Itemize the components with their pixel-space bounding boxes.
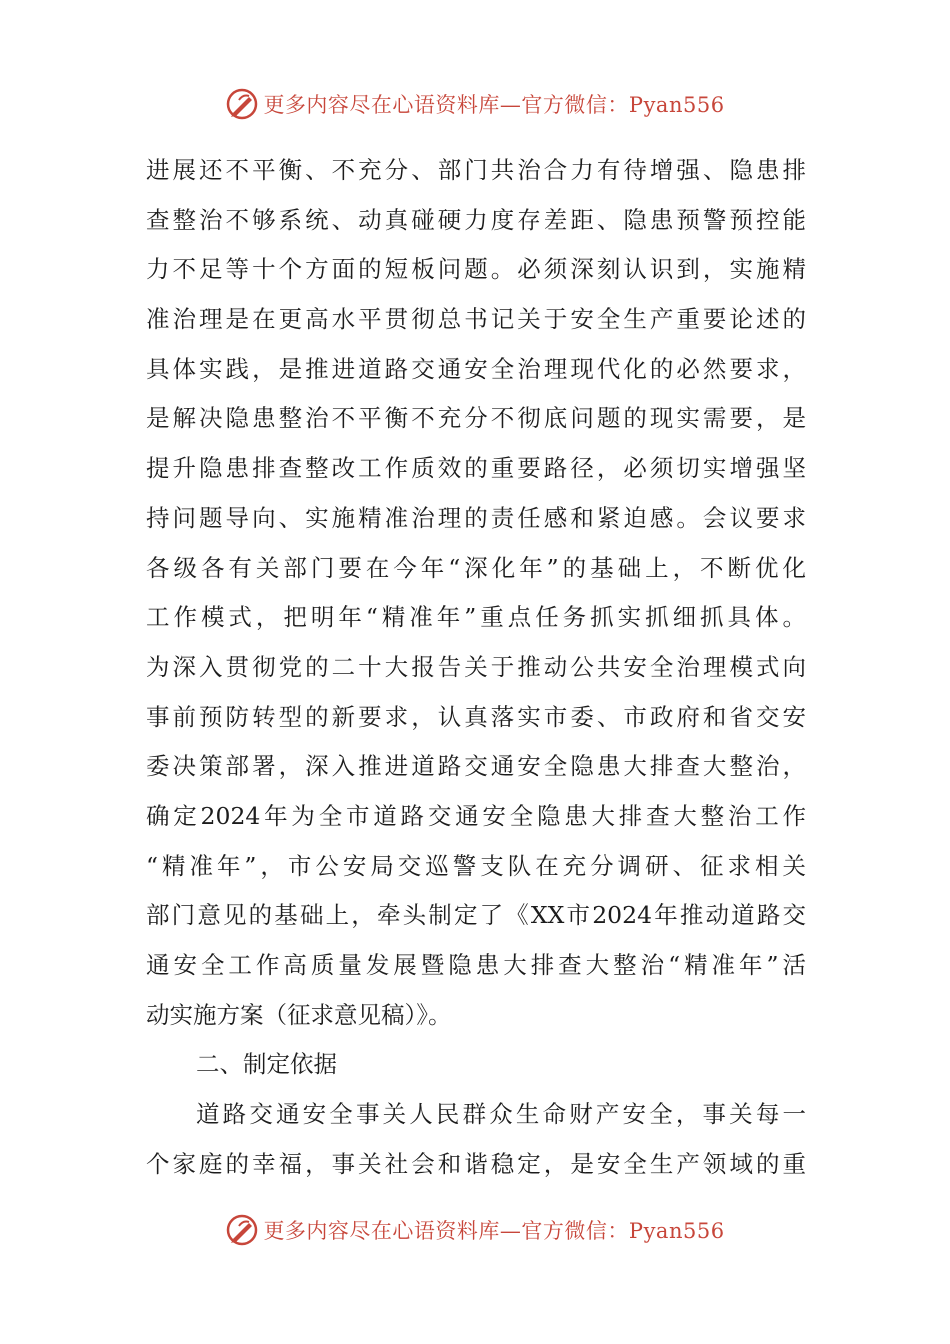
- text-line: 通安全工作高质量发展暨隐患大排查大整治“精准年”活: [146, 951, 806, 979]
- text-line: 具体实践，是推进道路交通安全治理现代化的必然要求，: [146, 354, 806, 383]
- pen-logo-icon: [225, 87, 259, 121]
- text-line: 确定2024年为全市道路交通安全隐患大排查大整治工作: [146, 801, 806, 830]
- document-body: [146, 146, 806, 1189]
- text-line: 道路交通安全事关人民群众生命财产安全，事关每一: [196, 1100, 806, 1129]
- watermark-text: 更多内容尽在心语资料库—官方微信：Pyan556: [263, 1219, 725, 1243]
- text-line: 力不足等十个方面的短板问题。必须深刻认识到，实施精: [146, 255, 806, 284]
- text-line: 工作模式，把明年“精准年”重点任务抓实抓细抓具体。: [146, 603, 806, 632]
- text-line: 查整治不够系统、动真碰硬力度存差距、隐患预警预控能: [146, 205, 806, 234]
- text-line: 个家庭的幸福，事关社会和谐稳定，是安全生产领域的重: [146, 1149, 806, 1178]
- text-line: 进展还不平衡、不充分、部门共治合力有待增强、隐患排: [146, 156, 806, 184]
- text-line: “精准年”，市公安局交巡警支队在充分调研、征求相关: [146, 851, 806, 880]
- text-line: 持问题导向、实施精准治理的责任感和紧迫感。会议要求: [146, 503, 806, 532]
- text-line: 动实施方案（征求意见稿）》。: [146, 1000, 452, 1029]
- text-line: 为深入贯彻党的二十大报告关于推动公共安全治理模式向: [146, 652, 806, 681]
- text-line: 部门意见的基础上，牵头制定了《XX市2024年推动道路交: [146, 901, 806, 930]
- text-line: 事前预防转型的新要求，认真落实市委、市政府和省交安: [146, 702, 806, 731]
- watermark-header: [0, 84, 950, 124]
- text-line: 是解决隐患整治不平衡不充分不彻底问题的现实需要，是: [146, 404, 806, 433]
- watermark-footer: [0, 1210, 950, 1250]
- pen-logo-icon: [225, 1213, 259, 1247]
- section-heading: 二、制定依据: [196, 1050, 337, 1079]
- text-line: 各级各有关部门要在今年“深化年”的基础上，不断优化: [146, 553, 806, 582]
- watermark-text: 更多内容尽在心语资料库—官方微信：Pyan556: [263, 93, 725, 117]
- text-line: 提升隐患排查整改工作质效的重要路径，必须切实增强坚: [146, 454, 806, 483]
- text-line: 准治理是在更高水平贯彻总书记关于安全生产重要论述的: [146, 305, 806, 334]
- text-line: 委决策部署，深入推进道路交通安全隐患大排查大整治，: [146, 752, 806, 781]
